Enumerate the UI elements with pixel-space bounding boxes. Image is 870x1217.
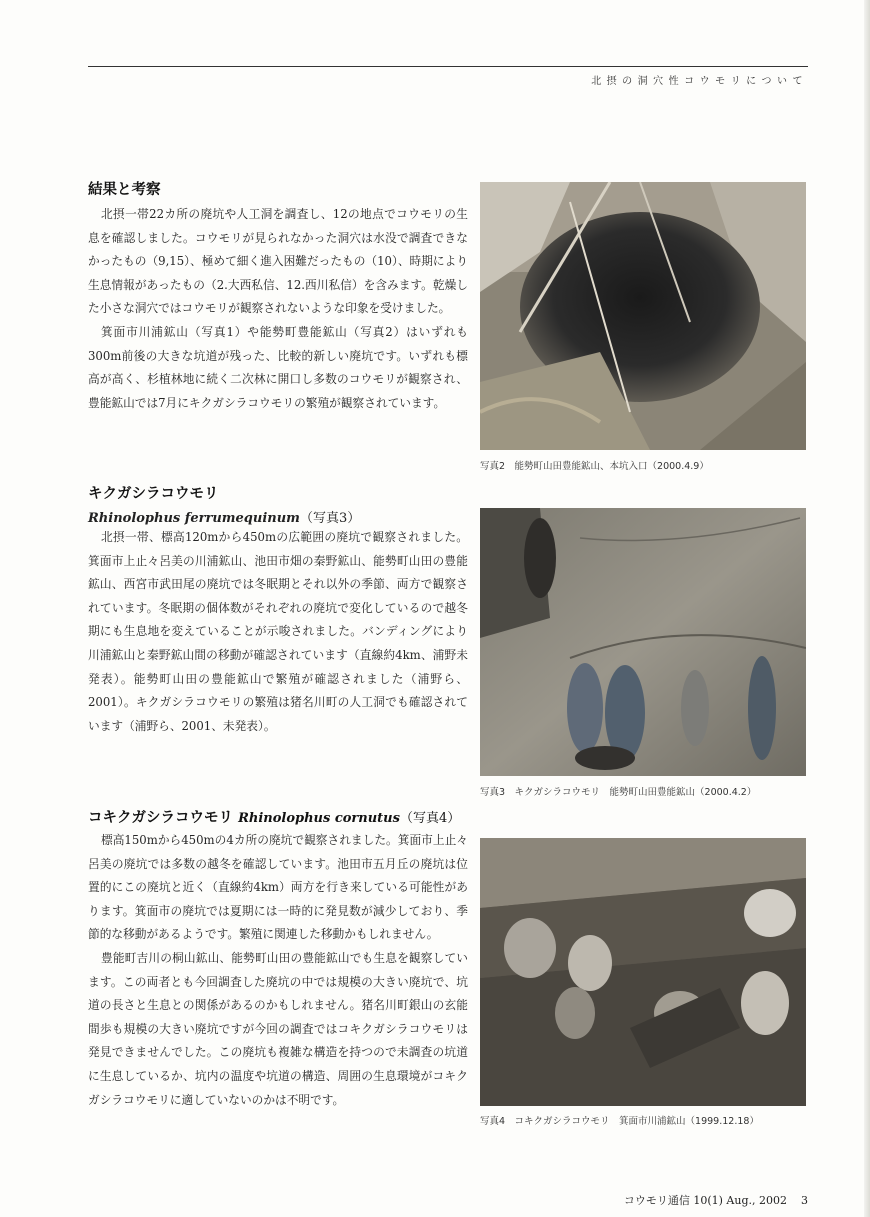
kokikugashira-paragraph-2: 豊能町吉川の桐山鉱山、能勢町山田の豊能鉱山でも生息を観察しています。この両者とも今回調査した廃坑の中では規模の大きい廃坑で、坑道の長さと生息との関係があるのかもしれません。猪名川町銀山の玄能間歩も規模の大きい廃坑ですが今回の調査ではコキクガシラコウモリは発見できませんでした。この廃坑も複雑な構造を持つので未調査の坑道に生息しているか、坑内の温度や坑道の構造、周囲の生息環境がコキクガシラコウモリに適していないのかは不明です。 (88, 950, 468, 1107)
header-rule (88, 66, 808, 67)
photo-greater-horseshoe-bats (480, 508, 806, 776)
kikugashira-paragraph-1: 北摂一帯、標高120mから450mの広範囲の廃坑で観察されました。箕面市上止々呂美の川浦鉱山、池田市畑の秦野鉱山、能勢町山田の豊能鉱山、西宮市武田尾の廃坑では冬眠期とそれ以外の季節、両方で観察されています。冬眠期の個体数がそれぞれの廃坑で変化しているので越冬期にも生息地を変えていることが示唆されました。バンディングにより川浦鉱山と秦野鉱山間の移動が確認されています（直線約4km、浦野未発表）。能勢町山田の豊能鉱山で繁殖が確認されました（浦野ら、2001）。キクガシラコウモリの繁殖は猪名川町の人工洞でも確認されています（浦野ら、2001、未発表）。 (88, 530, 468, 733)
results-heading: 結果と考察 (88, 182, 161, 198)
photo-mine-entrance (480, 182, 806, 450)
kokikugashira-heading: コキクガシラコウモリ (88, 810, 233, 826)
kokikugashira-section (88, 806, 468, 1112)
kikugashira-sci-name: Rhinolophus ferrumequinum (88, 511, 300, 526)
page-edge (864, 0, 870, 1217)
kikugashira-photo-ref: （写真3） (299, 511, 361, 526)
results-paragraph-2: 箕面市川浦鉱山（写真1）や能勢町豊能鉱山（写真2）はいずれも300m前後の大きな坑道が残った、比較的新しい廃坑です。いずれも標高が高く、杉植林地に続く二次林に開口し多数のコウモリが観察され、豊能鉱山では7月にキクガシラコウモリの繁殖が観察されています。 (88, 324, 468, 410)
kokikugashira-sci-name: Rhinolophus cornutus (238, 811, 400, 826)
running-title: 北摂の洞穴性コウモリについて (591, 76, 808, 87)
photo-3-caption: 写真3 キクガシラコウモリ 能勢町山田豊能鉱山（2000.4.2） (480, 787, 757, 798)
photo-4-caption: 写真4 コキクガシラコウモリ 箕面市川浦鉱山（1999.12.18） (480, 1116, 759, 1127)
kokikugashira-paragraph-1: 標高150mから450mの4カ所の廃坑で観察されました。箕面市上止々呂美の廃坑では多数の越冬を確認しています。池田市五月丘の廃坑は位置的にこの廃坑と近く（直線約4km）両方を行き来している可能性があります。箕面市の廃坑では夏期には一時的に発見数が減少しており、季節的な移動があるようです。繁殖に関連した移動かもしれません。 (88, 833, 468, 942)
results-paragraph-1: 北摂一帯22カ所の廃坑や人工洞を調査し、12の地点でコウモリの生息を確認しました。コウモリが見られなかった洞穴は水没で調査できなかったもの（9,15）、極めて細く進入困難だったもの（10）、時期により生息情報があったもの（2.大西私信、12.西川私信）を含みます。乾燥した小さな洞穴ではコウモリが観察されないような印象を受けました。 (88, 207, 468, 316)
kokikugashira-heading-line (88, 806, 468, 827)
kikugashira-subtitle (88, 507, 468, 526)
kikugashira-heading: キクガシラコウモリ (88, 486, 219, 502)
journal-citation: コウモリ通信 10(1) Aug., 2002 (623, 1194, 787, 1207)
page-footer (624, 1192, 808, 1208)
results-section (88, 178, 468, 415)
kokikugashira-photo-ref: （写真4） (399, 811, 461, 826)
photo-lesser-horseshoe-bats (480, 838, 806, 1106)
page-number: 3 (801, 1194, 808, 1207)
photo-2-caption: 写真2 能勢町山田豊能鉱山、本坑入口（2000.4.9） (480, 461, 709, 472)
kikugashira-section (88, 482, 468, 738)
